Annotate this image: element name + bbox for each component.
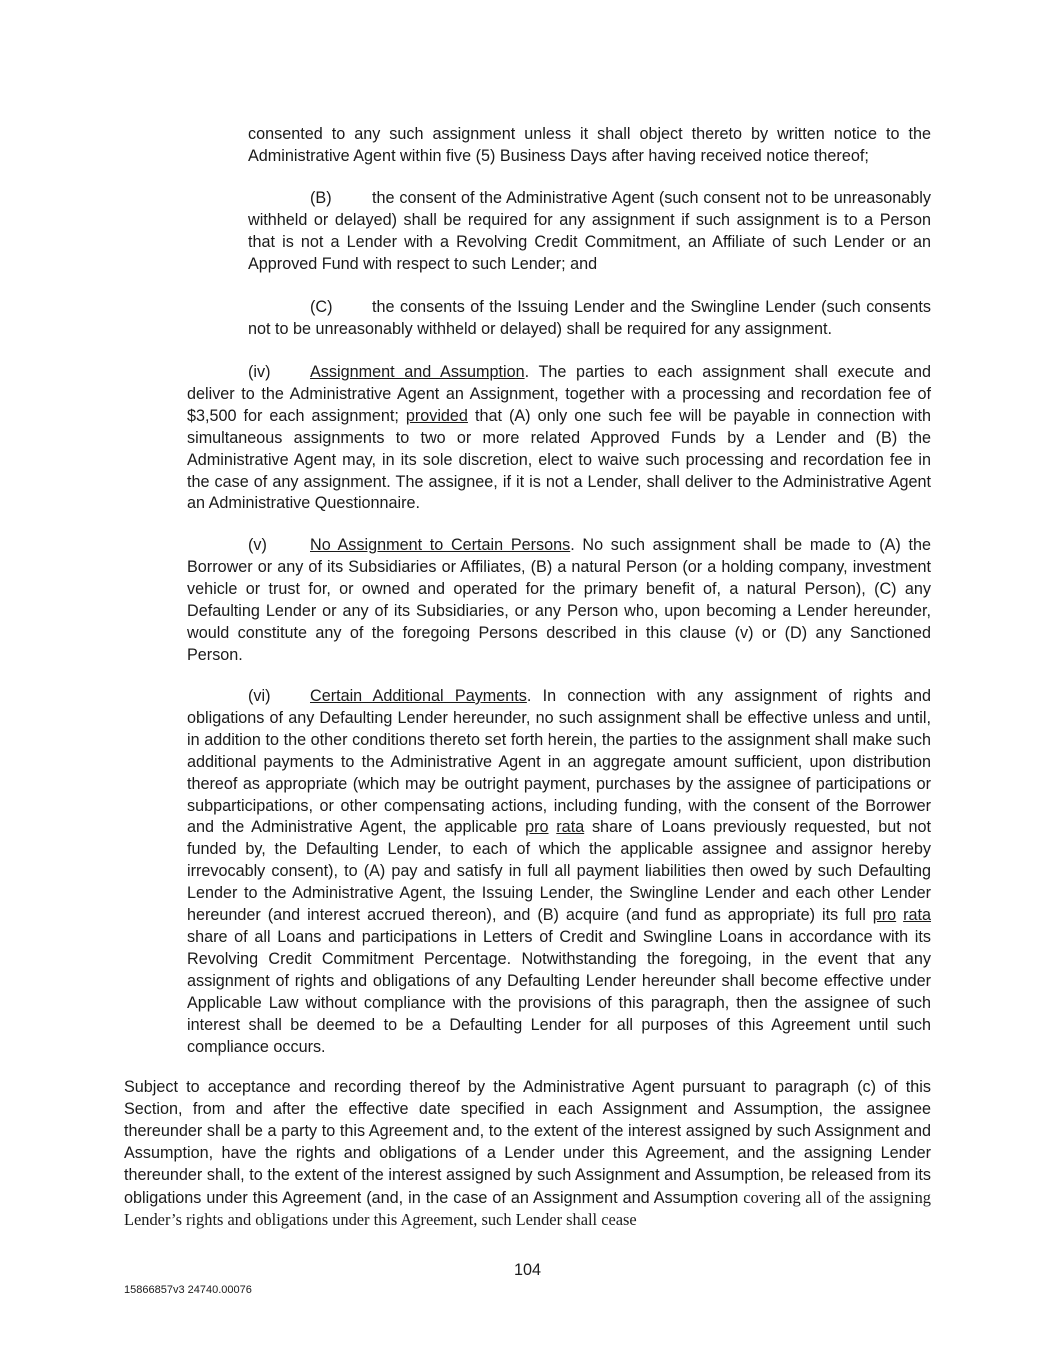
provided-term: provided: [405, 406, 468, 425]
paragraph-clause-b: [248, 188, 931, 276]
clause-label: (vi): [248, 687, 271, 705]
paragraph-continuation: consented to any such assignment unless it shall object thereto by written notice to the Administrative Agent within five (5) Business Days after having received notice thereof;: [248, 125, 931, 165]
clause-text: . The parties to each assignment shall execute and deliver to the Administrative Agent an Assignment, together with a processing and recordation fee of $3,500 for each assignment;: [187, 363, 931, 425]
paragraph-clause-iv: [187, 362, 931, 515]
clause-heading: Certain Additional Payments: [310, 687, 527, 705]
clause-label: (v): [248, 536, 267, 554]
rata-term: rata: [903, 906, 932, 925]
clause-text: the consents of the Issuing Lender and the Swingline Lender (such consents not to be unreasonably withheld or delayed) shall be required for any assignment.: [248, 298, 931, 338]
rata-term: rata: [556, 818, 585, 837]
clause-text: . No such assignment shall be made to (A) the Borrower or any of its Subsidiaries or Affiliates, (B) a natural Person (or a holding company, investment vehicle or trust for, or owned and operated for the primary benefit of, a natural Person), (C) any Defaulting Lender or any of its Subsidiaries, or any Person who, upon becoming a Lender hereunder, would constitute any of the foregoing Persons described in this clause (v) or (D) any Sanctioned Person.: [187, 536, 931, 664]
closing-text: Subject to acceptance and recording thereof by the Administrative Agent pursuant to paragraph (c) of this Section, from and after the effective date specified in each Assignment and Assumption, the assignee thereunder shall be a party to this Agreement and, to the extent of the interest assigned by such Assignment and Assumption, have the rights and obligations of a Lender under this Agreement, and the assigning Lender thereunder shall, to the extent of the interest assigned by such Assignment and Assumption, be released from its obligations under this Agreement (and, in the case of an Assignment and Assumption: [124, 1078, 931, 1207]
clause-label: (C): [310, 298, 333, 316]
clause-heading: Assignment and Assumption: [310, 363, 525, 381]
clause-text: share of all Loans and participations in Letters of Credit and Swingline Loans in accordance with its Revolving Credit Commitment Percentage. Notwithstanding the foregoing, in the event that any assignment of rights and obligations of any Defaulting Lender hereunder shall become effective under Applicable Law without compliance with the provisions of this paragraph, then the assignee of such interest shall be deemed to be a Defaulting Lender for all purposes of this Agreement until such compliance occurs.: [187, 927, 931, 1056]
paragraph-clause-c: [248, 297, 931, 341]
closing-text-serif: covering all of the assigning Lender’s rights and obligations under this Agreement, such Lender shall cease: [124, 1187, 932, 1230]
page-number: 104: [513, 1261, 541, 1279]
pro-term: pro: [525, 818, 549, 837]
paragraph-closing: [124, 1077, 931, 1232]
paragraph-clause-vi: [187, 686, 931, 1058]
document-id: 15866857v3 24740.00076: [124, 1284, 252, 1296]
paragraph-clause-v: [187, 535, 931, 666]
clause-text: share of Loans previously requested, but not funded by, the Defaulting Lender, to each of which the applicable assignee and assignor hereby irrevocably consent), to (A) pay and satisfy in full all payment liabilities then owed by such Defaulting Lender to the Administrative Agent, the Issuing Lender, the Swingline Lender and each other Lender hereunder (and interest accrued thereon), and (B) acquire (and fund as appropriate) its full: [187, 818, 931, 925]
clause-label: (iv): [248, 363, 271, 381]
clause-text: that (A) only one such fee will be payable in connection with simultaneous assignments to two or more related Approved Funds by a Lender and (B) the Administrative Agent may, in its sole discretion, elect to waive such processing and recordation fee in the case of any assignment. The assignee, if it is not a Lender, shall deliver to the Administrative Agent an Administrative Questionnaire.: [187, 406, 931, 513]
clause-text: the consent of the Administrative Agent (such consent not to be unreasonably withheld or delayed) shall be required for any assignment if such assignment is to a Person that is not a Lender with a Revolving Credit Commitment, an Affiliate of such Lender or an Approved Fund with respect to such Lender; and: [248, 189, 931, 273]
pro-term: pro: [872, 906, 897, 925]
clause-heading: No Assignment to Certain Persons: [310, 536, 571, 554]
clause-label: (B): [310, 189, 332, 207]
clause-text: . In connection with any assignment of rights and obligations of any Defaulting Lender hereunder, no such assignment shall be effective unless and until, in addition to the other conditions thereto set forth herein, the parties to the assignment shall make such additional payments to the Administrative Agent in an aggregate amount sufficient, upon distribution thereof as appropriate (which may be outright payment, purchases by the assignee of participations or subparticipations, or other compensating actions, including funding, with the consent of the Borrower and the Administrative Agent, the applicable: [187, 687, 932, 837]
